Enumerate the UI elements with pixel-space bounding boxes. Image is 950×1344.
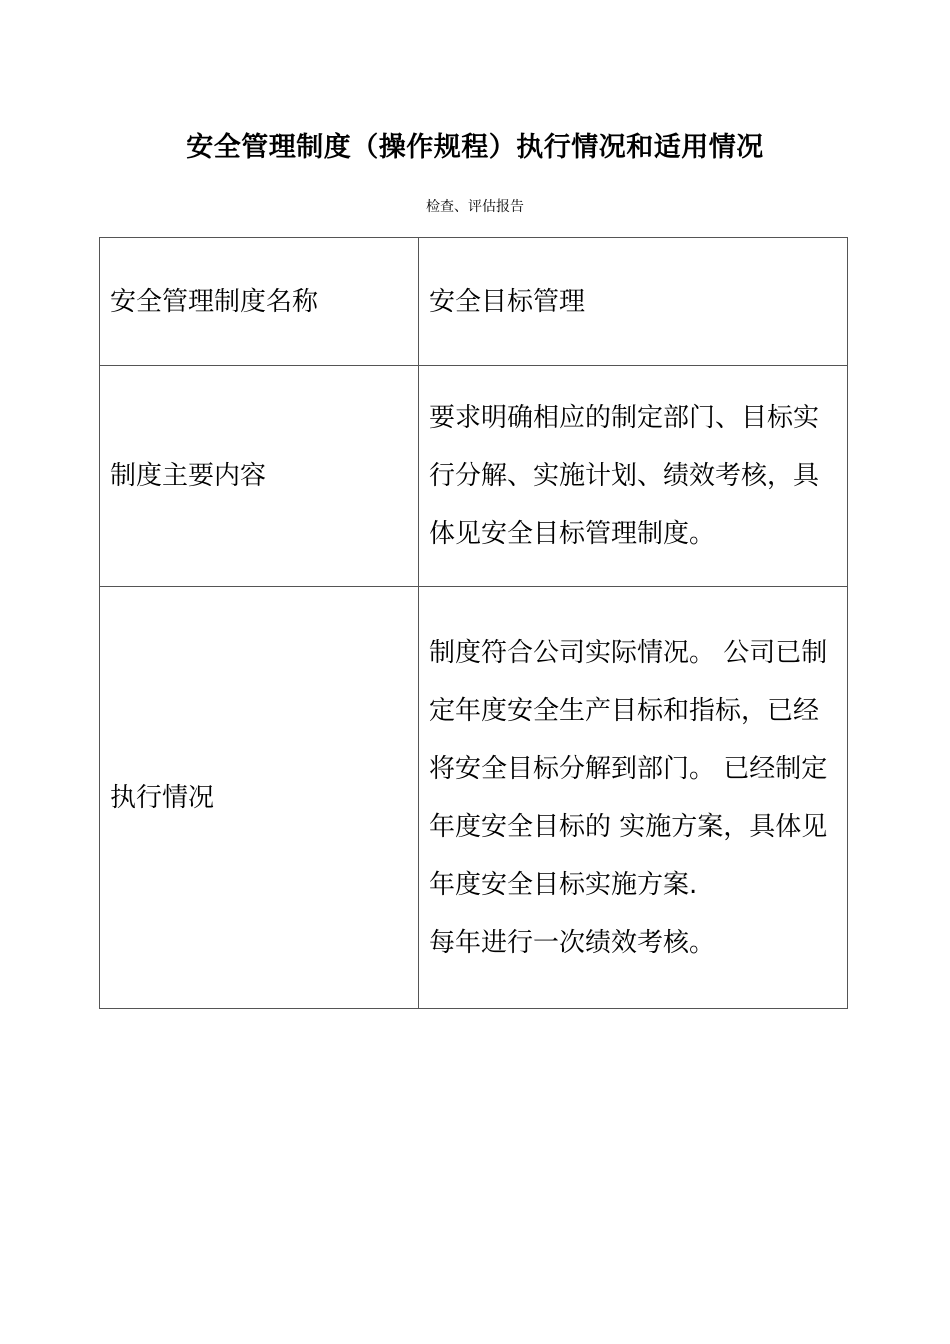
row-label-main-content: 制度主要内容 — [100, 366, 419, 587]
value-paragraph: 安全目标管理 — [429, 286, 586, 317]
row-value-main-content — [419, 366, 848, 587]
row-value-execution — [419, 587, 848, 1009]
row-label-execution: 执行情况 — [100, 587, 419, 1009]
report-table — [99, 237, 848, 1009]
value-paragraph: 制度符合公司实际情况。 公司已制定年度安全生产目标和指标，已经将安全目标分解到部门。 已经制定年度安全目标的 实施方案，具体见年度安全目标实施方案. — [429, 637, 828, 900]
table-row — [100, 366, 848, 587]
row-label-system-name: 安全管理制度名称 — [100, 238, 419, 366]
document-subtitle: 检查、评估报告 — [426, 199, 524, 215]
table-row — [100, 587, 848, 1009]
value-paragraph: 要求明确相应的制定部门、目标实行分解、实施计划、绩效考核，具体见安全目标管理制度。 — [429, 403, 820, 549]
row-value-system-name — [419, 238, 848, 366]
document-title: 安全管理制度（操作规程）执行情况和适用情况 — [186, 132, 764, 163]
table-row — [100, 238, 848, 366]
value-paragraph: 每年进行一次绩效考核。 — [429, 927, 716, 958]
